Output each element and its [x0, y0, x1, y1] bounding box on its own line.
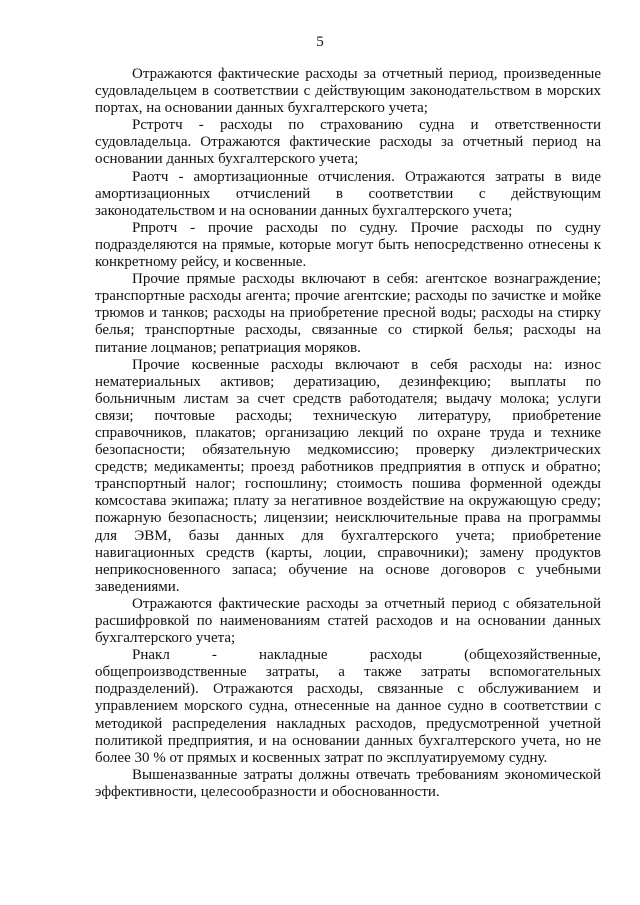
paragraph-depreciation: Раотч - амортизационные отчисления. Отражаются затраты в виде амортизационных отчислений в соответствии с действующим законодательством и на основании данных бухгалтерского учета;: [95, 168, 601, 219]
paragraph-other-vessel-expenses: Рпротч - прочие расходы по судну. Прочие расходы по судну подразделяются на прямые, которые могут быть непосредственно отнесены к конкретному рейсу, и косвенные.: [95, 219, 601, 271]
paragraph-overhead-expenses: Рнакл - накладные расходы (общехозяйственные, общепроизводственные затраты, а также затраты вспомогательных подразделений). Отражаются расходы, связанные с обслуживанием и управлением морского судна, отнесенные на данное судно в соответствии с методикой распределения накладных расходов, предусмотренной учетной политикой предприятия, и на основании данных бухгалтерского учета, но не более 30 % от прямых и косвенных затрат по эксплуатируемому судну.: [95, 647, 601, 766]
paragraph-other-indirect-expenses: Прочие косвенные расходы включают в себя расходы на: износ нематериальных активов; дератизацию, дезинфекцию; выплаты по больничным листам за счет средств работодателя; выдачу молока; услуги связи; почтовые расходы; техническую литературу, приобретение справочников, плакатов; организацию лекций по охране труда и технике безопасности; обязательную медкомиссию; проверку диэлектрических средств; медикаменты; проезд работников предприятия в отпуск и обратно; транспортный налог; госпошлину; стоимость пошива форменной одежды комсостава экипажа; плату за негативное воздействие на окружающую среду; пожарную безопасность; лицензии; неисключительные права на программы для ЭВМ, базы данных для бухгалтерского учета; приобретение навигационных средств (карты, лоции, справочники); замену продуктов неприкосновенного запаса; обучение на основе договоров с учебными заведениями.: [95, 356, 601, 595]
paragraph-customs-port-expenses: Отражаются фактические расходы за отчетный период, произведенные судовладельцем в соответствии с действующим законодательством в морских портах, на основании данных бухгалтерского учета;: [95, 66, 601, 117]
paragraph-other-direct-expenses: Прочие прямые расходы включают в себя: агентское вознаграждение; транспортные расходы агента; прочие агентские; расходы по зачистке и мойке трюмов и танков; расходы на приобретение пресной воды; расходы на стирку белья; транспортные расходы, связанные со стиркой белья; расходы на питание лоцманов; репатриация моряков.: [95, 271, 601, 356]
paragraph-efficiency-requirements: Вышеназванные затраты должны отвечать требованиям экономической эффективности, целесообразности и обоснованности.: [95, 766, 601, 800]
paragraph-insurance-expenses: Рстротч - расходы по страхованию судна и ответственности судовладельца. Отражаются фактические расходы за отчетный период на основании данных бухгалтерского учета;: [95, 117, 601, 168]
page-number: 5: [316, 34, 324, 50]
document-body: [95, 66, 601, 801]
paragraph-actual-expenses-breakdown: Отражаются фактические расходы за отчетный период с обязательной расшифровкой по наименованиям статей расходов и на основании данных бухгалтерского учета;: [95, 595, 601, 647]
